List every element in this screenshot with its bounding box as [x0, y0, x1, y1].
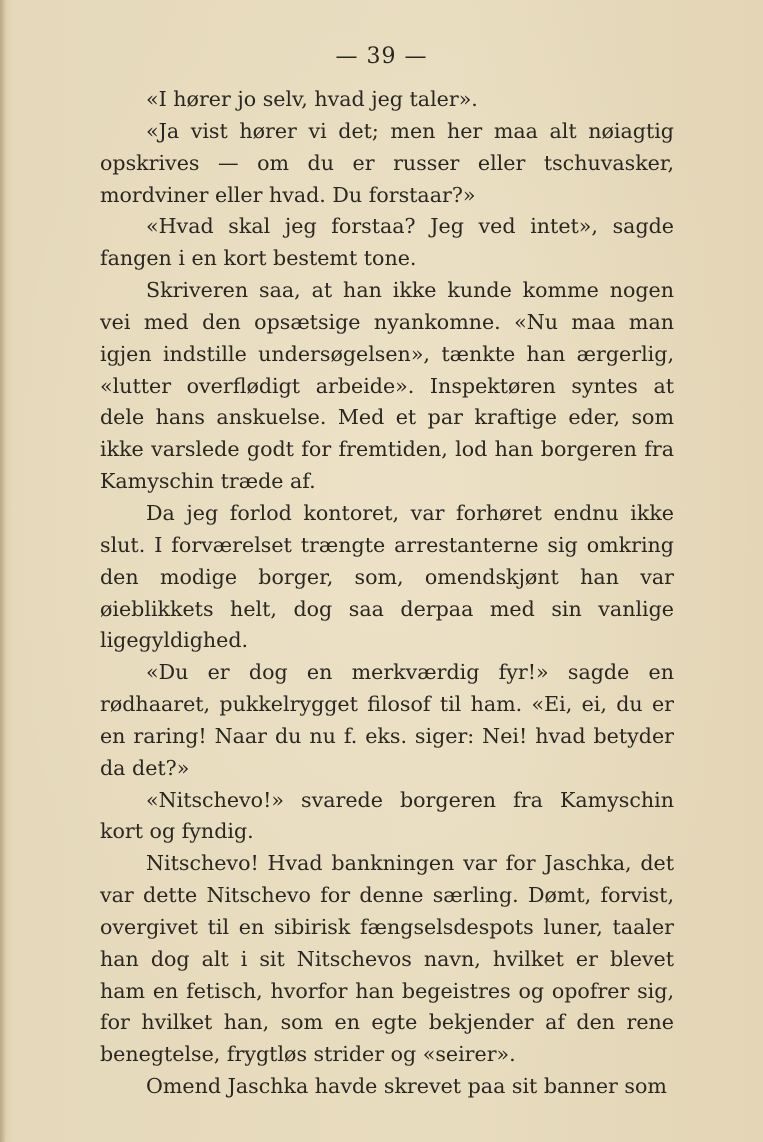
page-binding-edge — [0, 0, 6, 1142]
paragraph: «Hvad skal jeg forstaa? Jeg ved intet», sagde fangen i en kort bestemt tone. — [100, 214, 674, 271]
paragraph: «I hører jo selv, hvad jeg taler». — [146, 87, 478, 111]
paragraph: Da jeg forlod kontoret, var forhøret endnu ikke slut. I forværelset trængte arrestanterne sig omkring den modige borger, som, omendskjønt han var øieblikkets helt, dog saa derpaa med sin vanlige ligegyldighed. — [100, 500, 674, 653]
paragraph: Nitschevo! Hvad bankningen var for Jaschka, det var dette Nitschevo for denne særling. Dømt, forvist, overgivet til en sibirisk fængselsdespots luner, taaler han dog alt i sit Nitschevos navn, hvilket er blevet ham en fetisch, hvorfor han begeistres og opofrer sig, for hvilket han, som en egte bekjender af den rene benegtelse, frygtløs strider og «seirer». — [100, 851, 674, 1067]
page-number: — 39 — — [335, 44, 428, 69]
body-text — [100, 84, 674, 1103]
paragraph: Omend Jaschka havde skrevet paa sit banner som — [146, 1074, 667, 1099]
paragraph: «Ja vist hører vi det; men her maa alt nøiagtig opskrives — om du er russer eller tschuvasker, mordviner eller hvad. Du forstaar?» — [100, 118, 674, 207]
paragraph: «Du er dog en merkværdig fyr!» sagde en rødhaaret, pukkelrygget filosof til ham. «Ei, ei, du er en raring! Naar du nu f. eks. siger: Nei! hvad betyder da det?» — [100, 660, 674, 780]
paragraph: «Nitschevo!» svarede borgeren fra Kamyschin kort og fyndig. — [100, 787, 674, 844]
paragraph: Skriveren saa, at han ikke kunde komme nogen vei med den opsætsige nyankomne. «Nu maa man igjen indstille undersøgelsen», tænkte han ærgerlig, «lutter overflødigt arbeide». Inspektøren syntes at dele hans anskuelse. Med et par kraftige eder, som ikke varslede godt for fremtiden, lod han borgeren fra Kamyschin træde af. — [100, 278, 674, 494]
